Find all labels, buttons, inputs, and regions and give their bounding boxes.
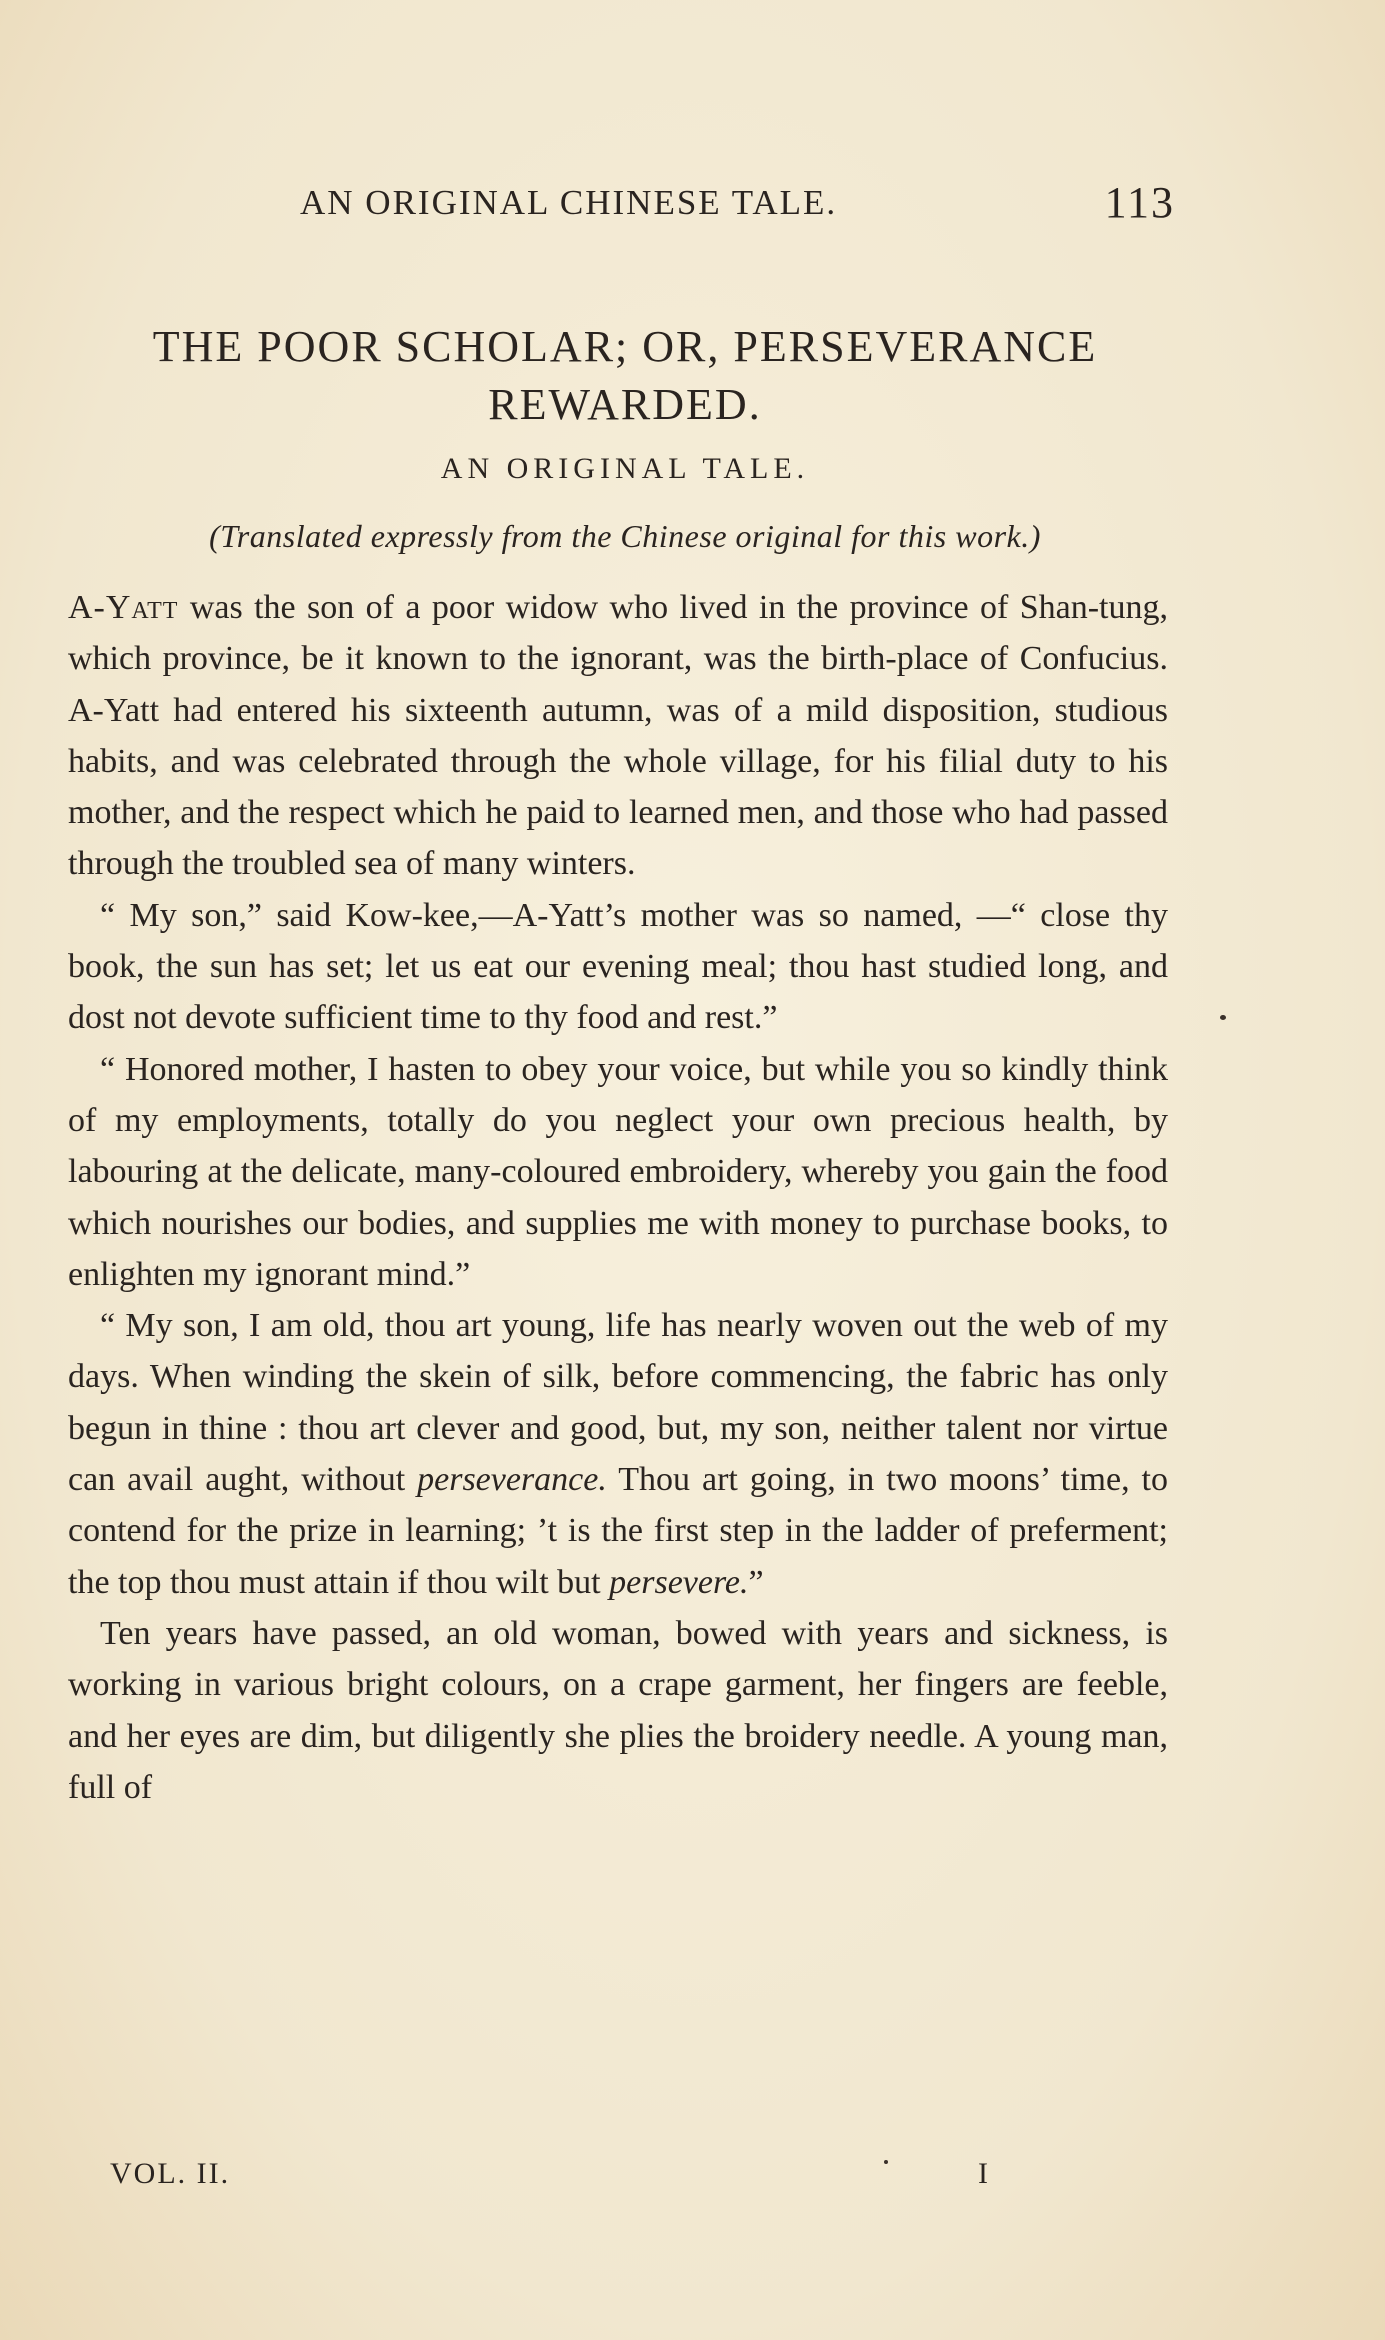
- paragraph-4-text-b: Thou art going, in two moons’ time, to contend for the prize in learning; ’t is the first step in the ladder of preferment; the top thou must attain if thou wilt but: [68, 1461, 1168, 1601]
- page-number: 113: [1104, 178, 1175, 227]
- paragraph-2: “ My son,” said Kow-kee,—A-Yatt’s mother was so named, —“ close thy book, the sun has set; let us eat our evening meal; thou hast studied long, and dost not devote sufficient time to thy food and rest.”: [68, 896, 1168, 1037]
- paragraph-3: “ Honored mother, I hasten to obey your voice, but while you so kindly think of my employments, totally do you neglect your own precious health, by labouring at the delicate, many-coloured embroidery, whereby you gain the food which nourishes our bodies, and supplies me with money to purchase books, to enlighten my ignorant mind.”: [68, 1050, 1168, 1293]
- volume-label: VOL. II.: [110, 2157, 231, 2190]
- translation-note: (Translated expressly from the Chinese original for this work.): [209, 518, 1041, 554]
- chapter-subtitle: AN ORIGINAL TALE.: [440, 452, 810, 485]
- emphasis-persevere: persevere.: [609, 1563, 749, 1601]
- paragraph-1-text: was the son of a poor widow who lived in the province of Shan-tung, which province, be it known to the ignorant, was the birth-place of Confucius. A-Yatt had entered his sixteenth autumn, was of a mild disposition, studious habits, and was celebrated through the whole village, for his filial duty to his mother, and the respect which he paid to learned men, and those who had passed through the troubled sea of many winters.: [68, 589, 1168, 883]
- chapter-title: THE POOR SCHOLAR; OR, PERSEVERANCE REWARDED.: [152, 322, 1098, 429]
- page-footer: [110, 2157, 990, 2197]
- signature-mark: I: [978, 2157, 990, 2190]
- body-text: [68, 582, 1168, 1813]
- paragraph-4-text-a: “ My son, I am old, thou art young, life has nearly woven out the web of my days. When winding the skein of silk, before commencing, the fabric has only begun in thine : thou art clever and good, but, my son, neither talent nor virtue can avail aught, without: [68, 1307, 1168, 1499]
- running-head: [300, 178, 1175, 233]
- paragraph-1: [68, 582, 1168, 890]
- opening-name: A-Yatt: [68, 589, 179, 626]
- ink-speck: [1220, 1015, 1226, 1020]
- running-title: AN ORIGINAL CHINESE TALE.: [300, 183, 838, 222]
- paragraph-4-text-c: ”: [748, 1563, 764, 1601]
- ink-speck: [884, 2160, 888, 2164]
- paragraph-4: [68, 1300, 1168, 1608]
- paragraph-5: Ten years have passed, an old woman, bowed with years and sickness, is working in various bright colours, on a crape garment, her fingers are feeble, and her eyes are dim, but diligently she plies the broidery needle. A young man, full of: [68, 1614, 1168, 1806]
- emphasis-perseverance: perseverance.: [417, 1461, 607, 1499]
